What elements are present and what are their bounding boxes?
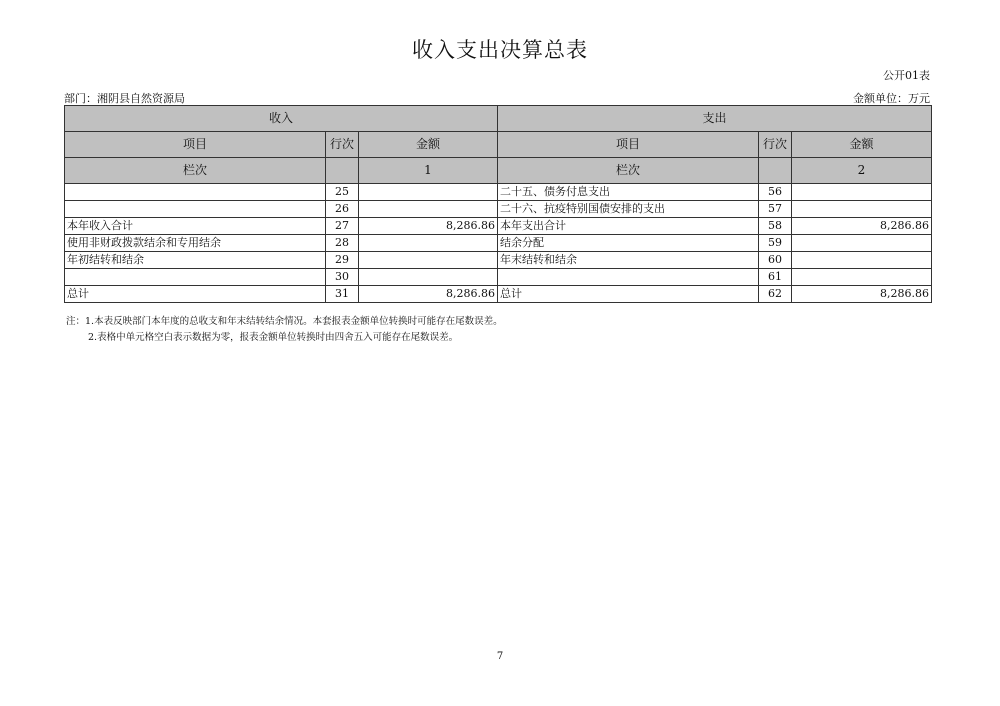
income-amount-cell [359,235,498,252]
expense-amount-cell [792,201,932,218]
expense-item-cell: 二十五、债务付息支出 [498,184,759,201]
expense-amount-cell: 8,286.86 [792,286,932,303]
expense-row-no-header: 行次 [759,132,792,158]
income-amount-cell: 8,286.86 [359,218,498,235]
expense-item-cell: 结余分配 [498,235,759,252]
expense-item-cell [498,269,759,286]
department-label: 部门：湘阴县自然资源局 [64,92,185,105]
expense-amount-cell [792,184,932,201]
income-item-cell [65,201,326,218]
income-item-cell [65,184,326,201]
income-amount-cell [359,184,498,201]
expense-item-header: 项目 [498,132,759,158]
income-item-cell: 本年收入合计 [65,218,326,235]
expense-row-no-cell: 61 [759,269,792,286]
expense-row-no-cell: 56 [759,184,792,201]
expense-amount-cell: 8,286.86 [792,218,932,235]
table-row [65,184,932,201]
income-row-no-cell: 26 [326,201,359,218]
expense-column-no-blank [759,158,792,184]
footnote-1: 注：1.本表反映部门本年度的总收支和年末结转结余情况。本套报表金额单位转换时可能存在尾数误差。 [66,316,503,327]
income-section-header: 收入 [65,106,498,132]
expense-row-no-cell: 59 [759,235,792,252]
income-row-no-cell: 31 [326,286,359,303]
income-amount-header: 金额 [359,132,498,158]
page-number: 7 [496,651,504,662]
expense-row-no-cell: 57 [759,201,792,218]
expense-item-cell: 年末结转和结余 [498,252,759,269]
income-row-no-cell: 27 [326,218,359,235]
expense-item-cell: 二十六、抗疫特别国债安排的支出 [498,201,759,218]
income-column-no-label: 栏次 [65,158,326,184]
expense-column-no-value: 2 [792,158,932,184]
income-amount-cell [359,269,498,286]
expense-amount-cell [792,269,932,286]
expense-column-no-label: 栏次 [498,158,759,184]
footnote-2: 2.表格中单元格空白表示数据为零，报表金额单位转换时由四舍五入可能存在尾数误差。 [88,332,459,343]
table-row [65,235,932,252]
table-row-total [65,286,932,303]
amount-unit-label: 金额单位：万元 [853,92,930,105]
expense-row-no-cell: 60 [759,252,792,269]
table-row [65,269,932,286]
income-row-no-cell: 29 [326,252,359,269]
table-row [65,252,932,269]
income-column-no-blank [326,158,359,184]
expense-item-cell: 本年支出合计 [498,218,759,235]
income-item-cell: 总计 [65,286,326,303]
income-item-cell: 使用非财政拨款结余和专用结余 [65,235,326,252]
expense-amount-cell [792,252,932,269]
expense-row-no-cell: 62 [759,286,792,303]
income-row-no-cell: 25 [326,184,359,201]
income-item-cell [65,269,326,286]
report-title: 收入支出决算总表 [412,38,588,62]
expense-row-no-cell: 58 [759,218,792,235]
income-row-no-header: 行次 [326,132,359,158]
income-amount-cell [359,201,498,218]
income-item-cell: 年初结转和结余 [65,252,326,269]
income-amount-cell [359,252,498,269]
income-amount-cell: 8,286.86 [359,286,498,303]
expense-section-header: 支出 [498,106,932,132]
income-column-no-value: 1 [359,158,498,184]
income-row-no-cell: 30 [326,269,359,286]
income-item-header: 项目 [65,132,326,158]
expense-amount-cell [792,235,932,252]
expense-item-cell: 总计 [498,286,759,303]
expense-amount-header: 金额 [792,132,932,158]
income-row-no-cell: 28 [326,235,359,252]
table-row [65,201,932,218]
income-expense-table [64,105,932,303]
form-number: 公开01表 [883,69,930,82]
table-row [65,218,932,235]
